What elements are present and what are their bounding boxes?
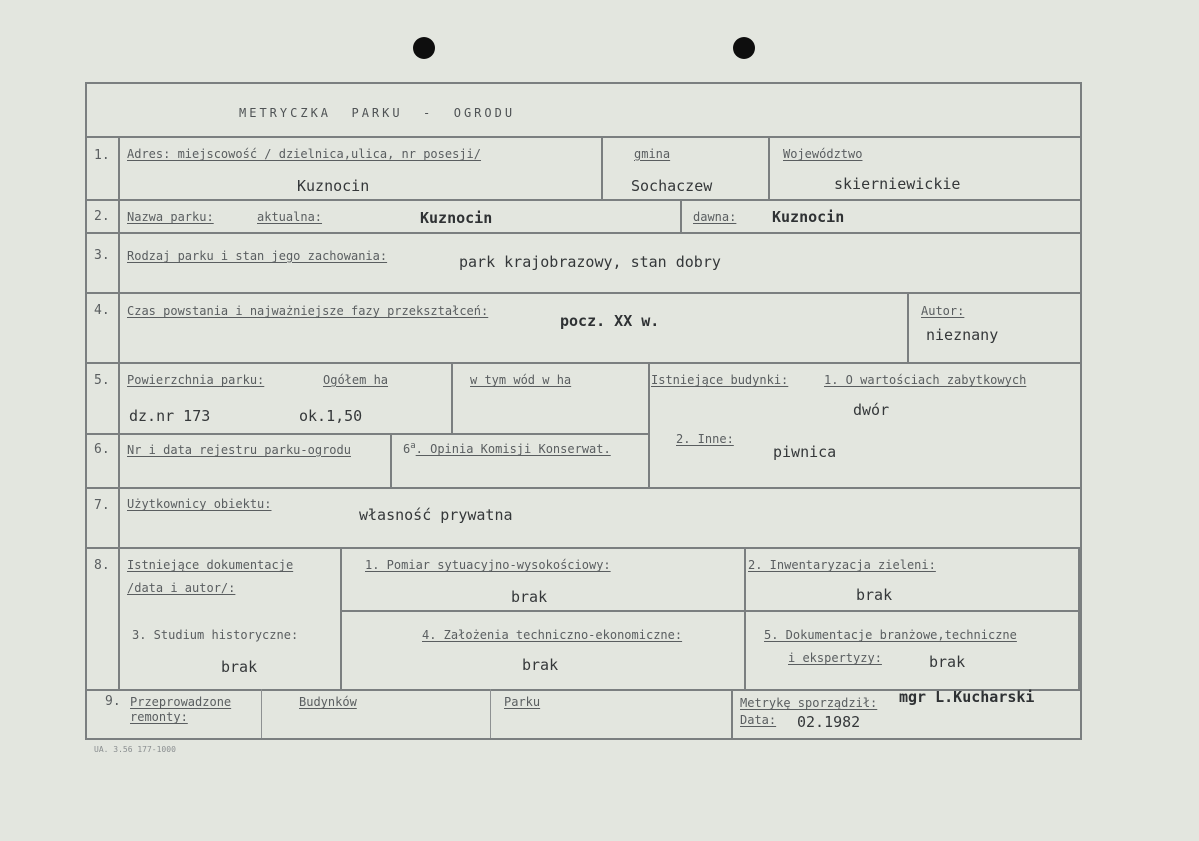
opinion-text: . Opinia Komisji Konserwat. — [415, 442, 611, 456]
form-title: METRYCZKA PARKU - OGRODU — [239, 106, 516, 120]
rule-row8-b — [744, 547, 746, 689]
rule-row6-top — [85, 433, 650, 435]
park-name-label: Nazwa parku: — [127, 210, 214, 224]
monument-buildings-label: 1. O wartościach zabytkowych — [824, 373, 1027, 387]
branch-docs-label-line1: 5. Dokumentacje branżowe,techniczne — [764, 628, 1017, 642]
row7-number: 7. — [94, 498, 110, 513]
former-name-label: dawna: — [693, 210, 737, 224]
row8-number: 8. — [94, 558, 110, 573]
area-label: Powierzchnia parku: — [127, 373, 265, 387]
rule-row2-top — [85, 199, 1082, 201]
print-code: UA. 3.56 177-1000 — [94, 745, 176, 754]
rule-row5-top — [85, 362, 1082, 364]
greenery-value: brak — [856, 586, 893, 604]
rule-row9-a — [261, 689, 262, 738]
total-area-value: ok.1,50 — [299, 407, 363, 425]
date-label: Data: — [740, 713, 777, 727]
rule-row3-top — [85, 232, 1082, 234]
branch-docs-label-line2: i ekspertyzy: — [788, 651, 882, 665]
row2-number: 2. — [94, 209, 110, 224]
rule-top — [85, 82, 1082, 84]
plot-number-value: dz.nr 173 — [129, 407, 211, 425]
gmina-label: gmina — [634, 147, 671, 161]
row5-number: 5. — [94, 373, 110, 388]
origin-value: pocz. XX w. — [560, 312, 660, 330]
current-name-label: aktualna: — [257, 210, 323, 224]
row1-number: 1. — [94, 148, 110, 163]
rule-row1-a — [601, 136, 603, 199]
monument-buildings-value: dwór — [853, 401, 890, 419]
row4-number: 4. — [94, 303, 110, 318]
park-repairs-label: Parku — [504, 695, 541, 709]
row6-number: 6. — [94, 442, 110, 457]
binder-hole-left — [413, 37, 435, 59]
documentation-label-line1: Istniejące dokumentacje — [127, 558, 294, 572]
author-value: nieznany — [926, 326, 999, 344]
rule-row8-top — [85, 547, 1082, 549]
historical-study-value: brak — [221, 658, 258, 676]
rule-row4-top — [85, 292, 1082, 294]
row9-number: 9. — [105, 694, 121, 709]
rule-row8-c — [1078, 547, 1080, 689]
documentation-label-line2: /data i autor/: — [127, 581, 236, 595]
rule-right — [1080, 82, 1082, 740]
total-area-label: Ogółem ha — [323, 373, 389, 387]
rule-row6-a — [390, 433, 392, 487]
rule-bottom — [85, 738, 1082, 740]
survey-value: brak — [511, 588, 548, 606]
gmina-value: Sochaczew — [631, 177, 713, 195]
date-value: 02.1982 — [797, 713, 861, 731]
greenery-label: 2. Inwentaryzacja zieleni: — [748, 558, 936, 572]
users-value: własność prywatna — [359, 506, 513, 524]
park-record-form — [85, 82, 1082, 740]
voivodeship-label: Województwo — [783, 147, 863, 161]
address-label: Adres: miejscowość / dzielnica,ulica, nr posesji/ — [127, 147, 482, 161]
buildings-repairs-label: Budynków — [299, 695, 357, 709]
park-type-value: park krajobrazowy, stan dobry — [459, 253, 721, 271]
branch-docs-value: brak — [929, 653, 966, 671]
rule-row7-top — [85, 487, 1082, 489]
other-buildings-label: 2. Inne: — [676, 432, 734, 446]
rule-row9-b — [490, 689, 491, 738]
repairs-label-line1: Przeprowadzone — [130, 695, 232, 709]
survey-label: 1. Pomiar sytuacyjno-wysokościowy: — [365, 558, 611, 572]
rule-row4-a — [907, 292, 909, 362]
rule-num-column — [118, 136, 120, 689]
repairs-label-line2: remonty: — [130, 710, 188, 724]
binder-hole-right — [733, 37, 755, 59]
voivodeship-value: skierniewickie — [834, 175, 961, 193]
assumptions-value: brak — [522, 656, 559, 674]
historical-study-label: 3. Studium historyczne: — [132, 628, 299, 642]
author-label: Autor: — [921, 304, 965, 318]
prepared-by-label: Metrykę sporządził: — [740, 696, 878, 710]
prepared-by-value: mgr L.Kucharski — [899, 688, 1035, 706]
register-label: Nr i data rejestru parku-ogrodu — [127, 443, 351, 457]
assumptions-label: 4. Założenia techniczno-ekonomiczne: — [422, 628, 683, 642]
opinion-superscript: a — [410, 441, 416, 451]
other-buildings-value: piwnica — [773, 443, 837, 461]
park-type-label: Rodzaj parku i stan jego zachowania: — [127, 249, 388, 263]
rule-row1-b — [768, 136, 770, 199]
opinion-number: 6 — [403, 442, 411, 456]
rule-row1-top — [85, 136, 1082, 138]
rule-row5-a — [451, 362, 453, 433]
former-name-value: Kuznocin — [772, 208, 845, 226]
rule-row5-b — [648, 362, 650, 487]
opinion-label — [403, 441, 611, 456]
rule-row2-a — [680, 199, 682, 232]
rule-row8-a — [340, 547, 342, 689]
rule-left — [85, 82, 87, 740]
row3-number: 3. — [94, 248, 110, 263]
rule-row9-c — [731, 689, 733, 738]
origin-label: Czas powstania i najważniejsze fazy przekształceń: — [127, 304, 489, 318]
rule-row8-mid — [340, 610, 1078, 612]
current-name-value: Kuznocin — [420, 209, 493, 227]
existing-buildings-label: Istniejące budynki: — [651, 373, 789, 387]
address-value: Kuznocin — [297, 177, 370, 195]
users-label: Użytkownicy obiektu: — [127, 497, 272, 511]
water-area-label: w tym wód w ha — [470, 373, 572, 387]
